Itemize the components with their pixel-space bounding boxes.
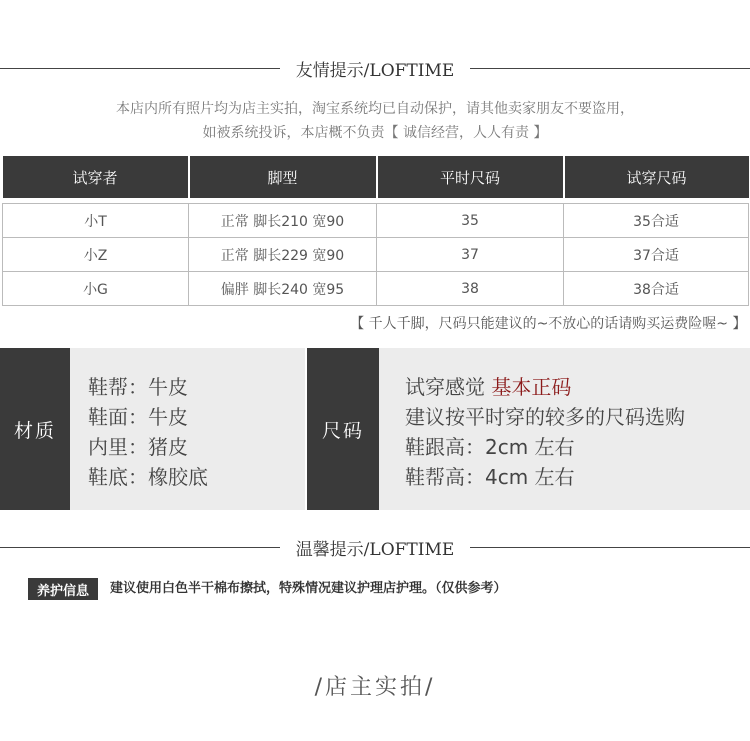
owner-photo-tag: /店主实拍/ bbox=[314, 675, 436, 700]
cell-foot: 偏胖 脚长240 宽95 bbox=[189, 272, 377, 306]
sizing-feel-value: 基本正码 bbox=[491, 375, 572, 399]
cell-foot: 正常 脚长210 宽90 bbox=[189, 204, 377, 238]
copyright-notice bbox=[0, 97, 750, 145]
notice-line-1: 本店内所有照片均为店主实拍，淘宝系统均已自动保护，请其他卖家朋友不要盗用， bbox=[116, 101, 634, 117]
divider-left bbox=[0, 547, 280, 548]
cell-usual: 35 bbox=[377, 204, 564, 238]
material-sole: 鞋底：橡胶底 bbox=[88, 465, 208, 489]
care-text: 建议使用白色半干棉布擦拭，特殊情况建议护理店护理。（仅供参考） bbox=[110, 581, 507, 596]
cell-tester: 小Z bbox=[3, 238, 189, 272]
sizing-advice: 建议按平时穿的较多的尺码选购 bbox=[405, 405, 685, 429]
sizing-upper-height: 鞋帮高：4cm 左右 bbox=[405, 465, 575, 489]
divider-right bbox=[470, 547, 750, 548]
notice-line-2: 如被系统投诉，本店概不负责【 诚信经营，人人有责 】 bbox=[202, 125, 548, 141]
sizing-heel-height: 鞋跟高：2cm 左右 bbox=[405, 435, 575, 459]
divider-right bbox=[470, 68, 750, 69]
cell-usual: 38 bbox=[377, 272, 564, 306]
sizing-feel-prefix: 试穿感觉 bbox=[405, 375, 492, 399]
table-header-row bbox=[3, 156, 749, 198]
table-row bbox=[3, 272, 749, 306]
care-tag: 养护信息 bbox=[28, 578, 98, 600]
sizing-label: 尺码 bbox=[307, 348, 379, 510]
heading-title: 温馨提示/LOFTIME bbox=[295, 539, 455, 560]
heading-title: 友情提示/LOFTIME bbox=[295, 60, 455, 81]
cell-usual: 37 bbox=[377, 238, 564, 272]
heading-friendly-tip bbox=[0, 56, 750, 80]
table-row bbox=[3, 238, 749, 272]
cell-tester: 小G bbox=[3, 272, 189, 306]
table-row bbox=[3, 204, 749, 238]
material-panel bbox=[70, 348, 305, 510]
header-tester: 试穿者 bbox=[3, 156, 189, 198]
sizing-feel bbox=[405, 372, 750, 402]
cell-foot: 正常 脚长229 宽90 bbox=[189, 238, 377, 272]
header-usual-size: 平时尺码 bbox=[377, 156, 564, 198]
cell-tester: 小T bbox=[3, 204, 189, 238]
material-upper: 鞋帮：牛皮 bbox=[88, 375, 188, 399]
size-table bbox=[2, 156, 749, 340]
cell-tried: 35合适 bbox=[564, 204, 749, 238]
sizing-panel bbox=[379, 348, 750, 510]
material-label: 材质 bbox=[0, 348, 70, 510]
divider-left bbox=[0, 68, 280, 69]
size-footnote: 【 千人千脚，尺码只能建议的~不放心的话请购买运费险喔~ 】 bbox=[350, 316, 747, 332]
material-vamp: 鞋面：牛皮 bbox=[88, 405, 188, 429]
header-tried-size: 试穿尺码 bbox=[564, 156, 749, 198]
material-lining: 内里：猪皮 bbox=[88, 435, 188, 459]
header-foot-type: 脚型 bbox=[189, 156, 377, 198]
cell-tried: 37合适 bbox=[564, 238, 749, 272]
cell-tried: 38合适 bbox=[564, 272, 749, 306]
heading-warm-tip bbox=[0, 535, 750, 559]
